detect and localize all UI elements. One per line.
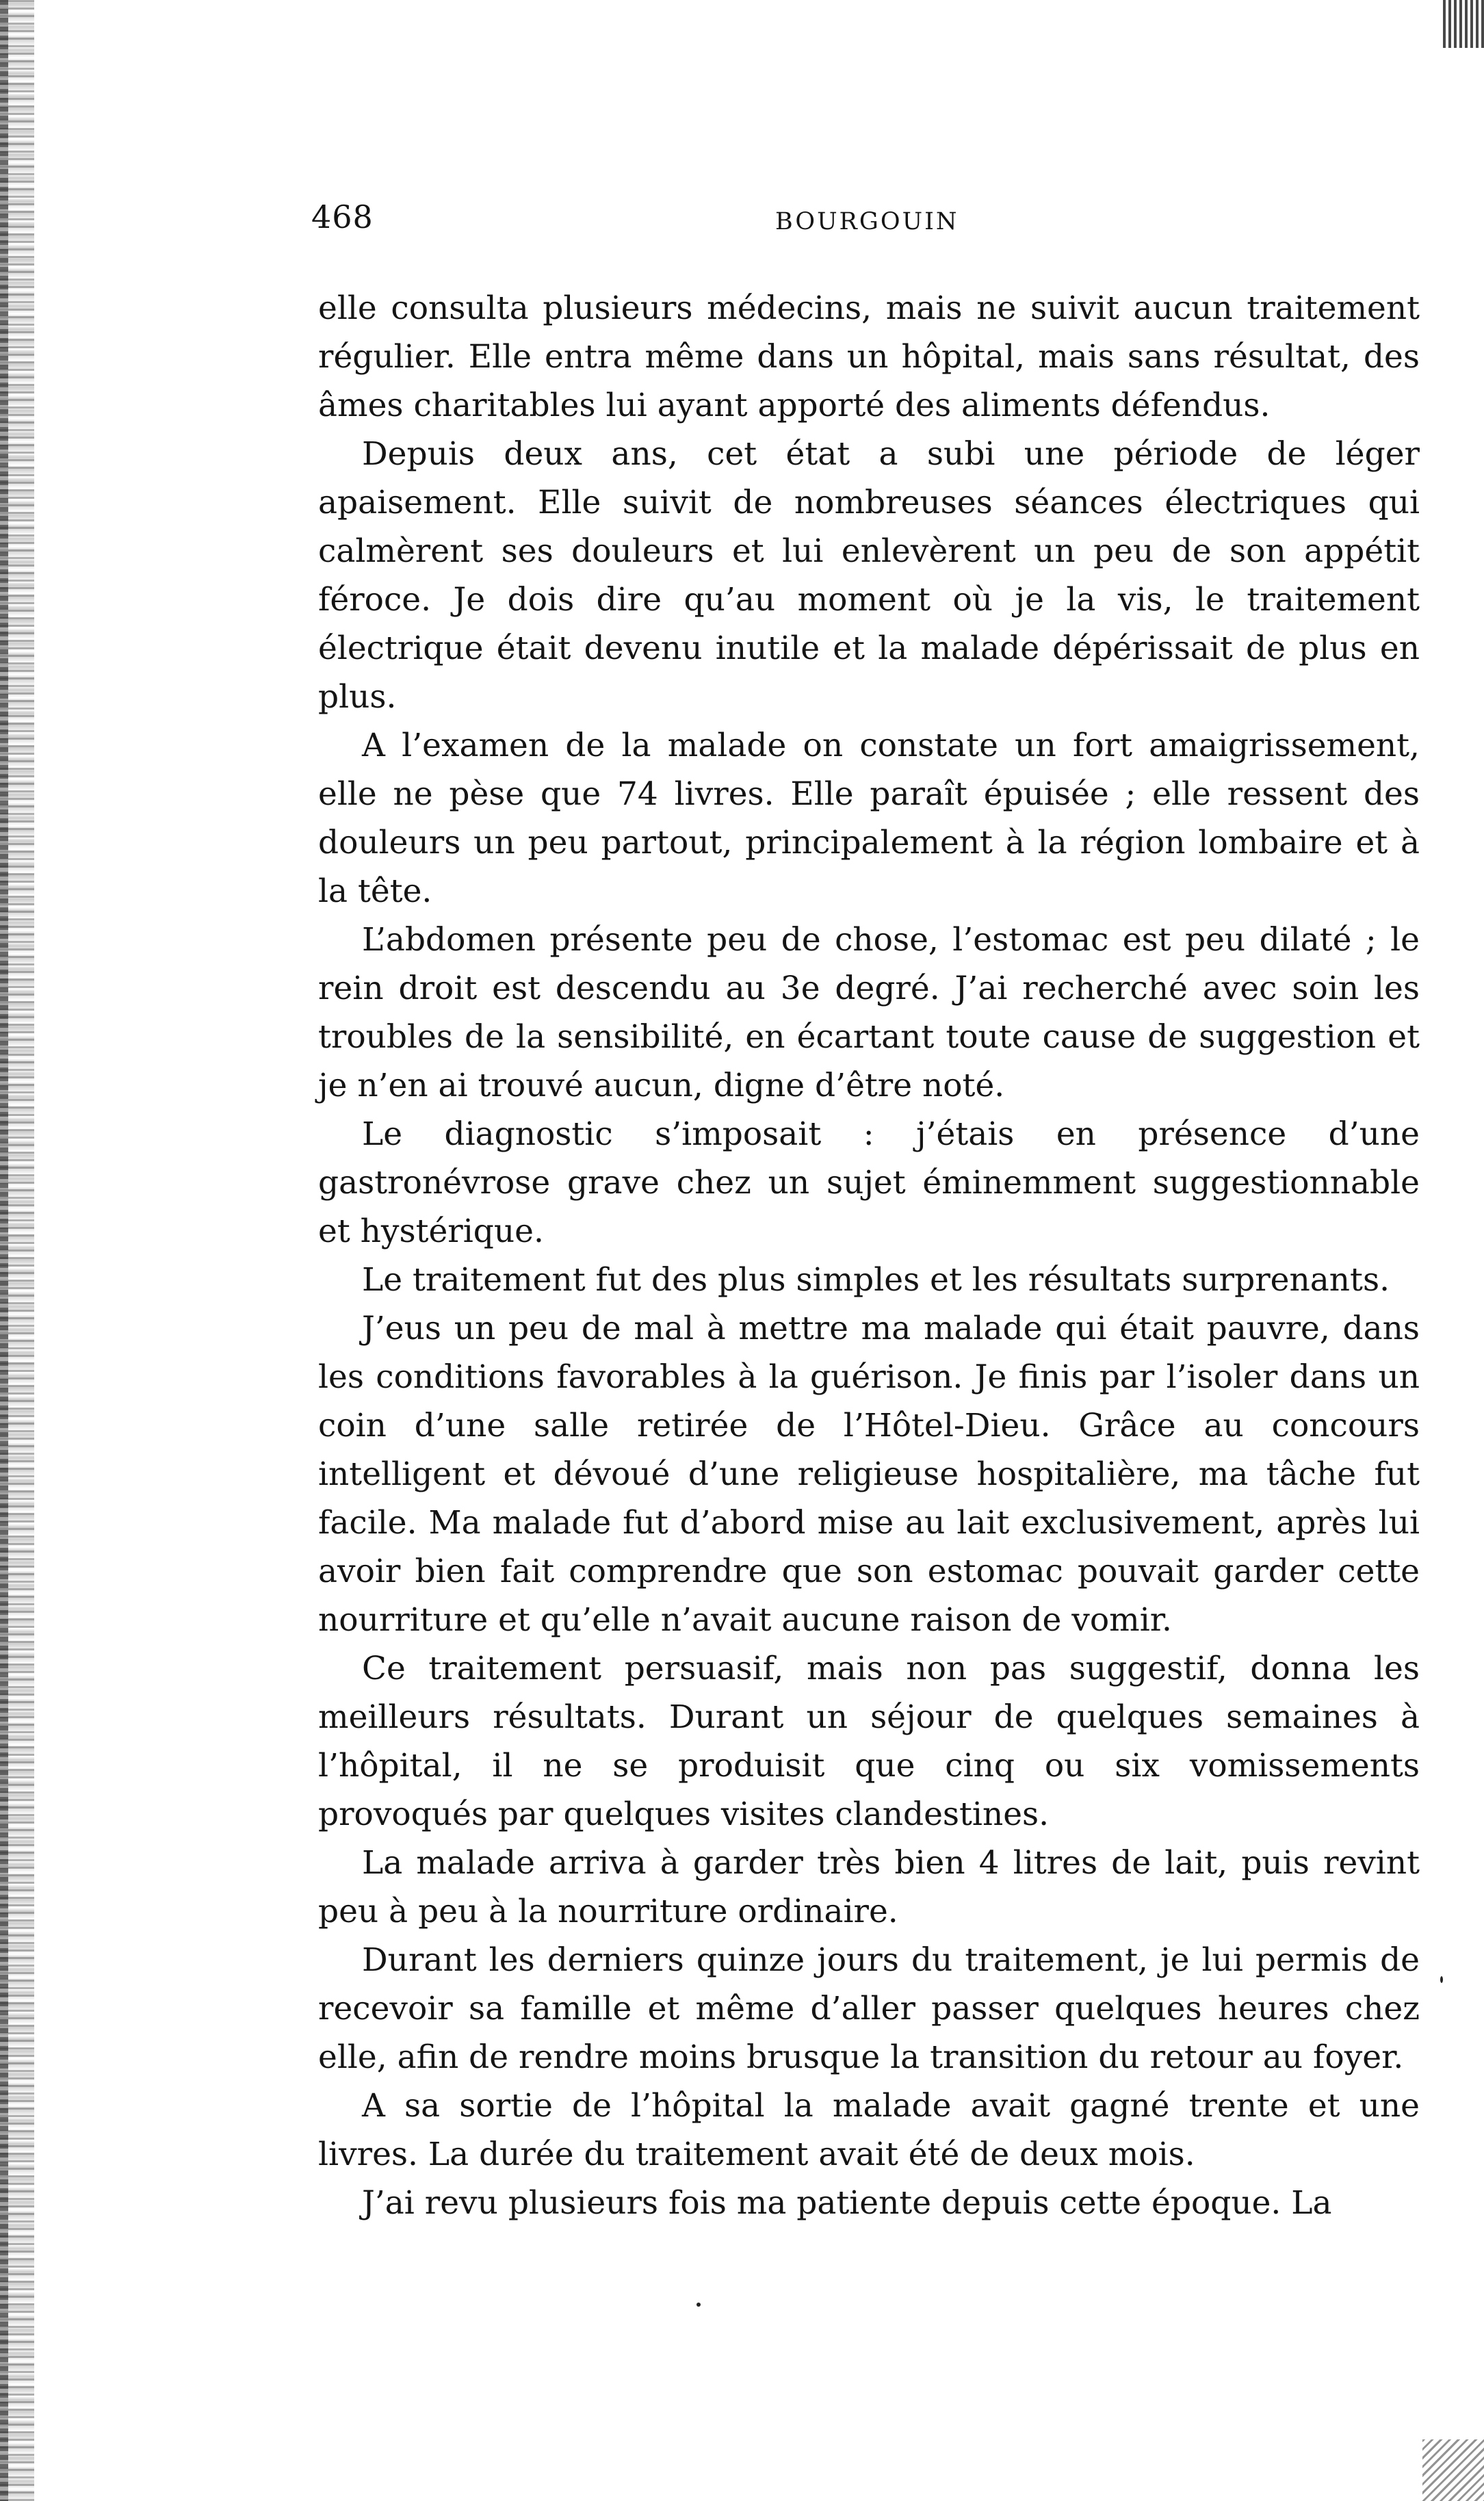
paragraph: J’eus un peu de mal à mettre ma malade qui était pauvre, dans les conditions favorables à la guérison. Je finis par l’isoler dans un coin d’une salle retirée de l’Hôtel-Dieu. Grâce au concours intelligent et dévoué d’une religieuse hospitalière, ma tâche fut facile. Ma malade fut d’abord mise au lait exclusivement, après lui avoir bien fait comprendre que son estomac pouvait garder cette nourriture et qu’elle n’avait aucune raison de vomir.	[318, 1310, 1420, 1639]
scan-speck	[697, 2303, 701, 2307]
scan-corner-mark-top	[1443, 0, 1484, 48]
paragraph: A l’examen de la malade on constate un fort amaigrissement, elle ne pèse que 74 livres. Elle paraît épuisée ; elle ressent des douleurs un peu partout, principalement à la région lombaire et à la tête.	[318, 727, 1420, 910]
paragraph: A sa sortie de l’hôpital la malade avait gagné trente et une livres. La durée du traitement avait été de deux mois.	[318, 2087, 1420, 2173]
scan-speck	[1440, 1976, 1443, 1983]
paragraph: elle consulta plusieurs médecins, mais ne suivit aucun traitement régulier. Elle entra même dans un hôpital, mais sans résultat, des âmes charitables lui ayant apporté des aliments défendus.	[318, 289, 1420, 424]
paragraph: Le traitement fut des plus simples et les résultats surprenants.	[362, 1261, 1390, 1299]
paragraph: Durant les derniers quinze jours du traitement, je lui permis de recevoir sa famille et même d’aller passer quelques heures chez elle, afin de rendre moins brusque la transition du retour au foyer.	[318, 1941, 1420, 2076]
paragraph: La malade arriva à garder très bien 4 litres de lait, puis revint peu à peu à la nourriture ordinaire.	[318, 1844, 1420, 1930]
paragraph: Le diagnostic s’imposait : j’étais en présence d’une gastronévrose grave chez un sujet éminemment suggestionnable et hystérique.	[318, 1115, 1420, 1250]
page-number: 468	[311, 198, 374, 235]
paragraph: J’ai revu plusieurs fois ma patiente depuis cette époque. La	[362, 2184, 1332, 2222]
running-head: BOURGOUIN	[775, 208, 959, 235]
page-header	[311, 198, 1413, 260]
paragraph: Depuis deux ans, cet état a subi une période de léger apaisement. Elle suivit de nombreuses séances électriques qui calmèrent ses douleurs et lui enlevèrent un peu de son appétit féroce. Je dois dire qu’au moment où je la vis, le traitement électrique était devenu inutile et la malade dépérissait de plus en plus.	[318, 435, 1420, 716]
body-text	[318, 284, 1420, 2227]
scan-corner-mark-bottom	[1422, 2439, 1484, 2501]
paragraph: L’abdomen présente peu de chose, l’estomac est peu dilaté ; le rein droit est descendu au 3e degré. J’ai recherché avec soin les troubles de la sensibilité, en écartant toute cause de suggestion et je n’en ai trouvé aucun, digne d’être noté.	[318, 921, 1420, 1104]
paragraph: Ce traitement persuasif, mais non pas suggestif, donna les meilleurs résultats. Durant un séjour de quelques semaines à l’hôpital, il ne se produisit que cinq ou six vomissements provoqués par quelques visites clandestines.	[318, 1650, 1420, 1833]
scan-edge-strip	[0, 0, 8, 2501]
